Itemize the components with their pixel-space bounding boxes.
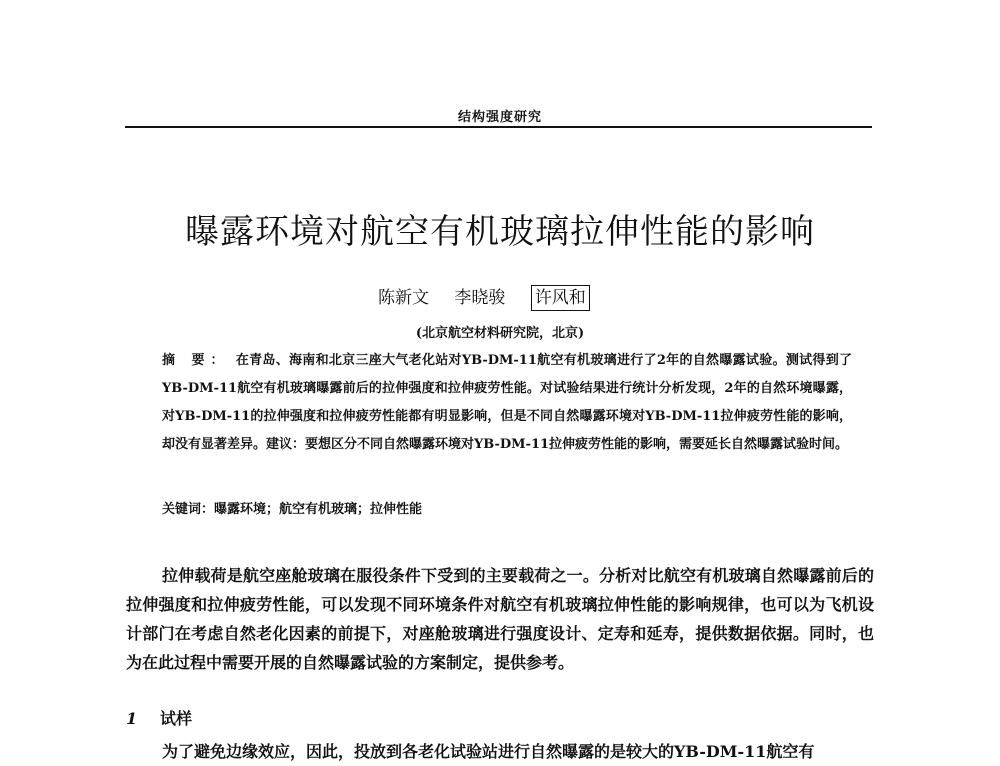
author-list xyxy=(378,285,590,311)
abstract-label: 摘 要： xyxy=(162,353,230,368)
abstract xyxy=(162,347,852,459)
section-heading xyxy=(126,708,192,730)
section-number: 1 xyxy=(126,709,138,728)
section-paragraph: 为了避免边缘效应，因此，投放到各老化试验站进行自然曝露的是较大的YB-DM-11航空有 xyxy=(162,742,815,761)
abstract-text: 在青岛、海南和北京三座大气老化站对YB-DM-11航空有机玻璃进行了2年的自然曝露试验。测试得到了YB-DM-11航空有机玻璃曝露前后的拉伸强度和拉伸疲劳性能。对试验结果进行统计分析发现，2年的自然环境曝露，对YB-DM-11的拉伸强度和拉伸疲劳性能都有明显影响，但是不同自然曝露环境对YB-DM-11拉伸疲劳性能的影响，却没有显著差异。建议：要想区分不同自然曝露环境对YB-DM-11拉伸疲劳性能的影响，需要延长自然曝露试验时间。 xyxy=(162,353,852,452)
keywords-label: 关键词： xyxy=(162,502,215,517)
keywords-text: 曝露环境；航空有机玻璃；拉伸性能 xyxy=(214,502,423,517)
affiliation: (北京航空材料研究院，北京) xyxy=(415,326,585,341)
running-head: 结构强度研究 xyxy=(457,110,542,125)
author-name-boxed: 许风和 xyxy=(531,285,590,311)
intro-paragraph: 拉伸载荷是航空座舱玻璃在服役条件下受到的主要载荷之一。分析对比航空有机玻璃自然曝露前后的拉伸强度和拉伸疲劳性能，可以发现不同环境条件对航空有机玻璃拉伸性能的影响规律，也可以为飞机设计部门在考虑自然老化因素的前提下，对座舱玻璃进行强度设计、定寿和延寿，提供数据依据。同时，也为在此过程中需要开展的自然曝露试验的方案制定，提供参考。 xyxy=(126,566,874,672)
section-title: 试样 xyxy=(160,709,193,728)
keywords xyxy=(162,500,852,520)
paper-title: 曝露环境对航空有机玻璃拉伸性能的影响 xyxy=(185,212,815,252)
author-name: 李晓骏 xyxy=(454,288,506,308)
header-rule xyxy=(125,126,872,128)
author-name: 陈新文 xyxy=(378,288,429,308)
